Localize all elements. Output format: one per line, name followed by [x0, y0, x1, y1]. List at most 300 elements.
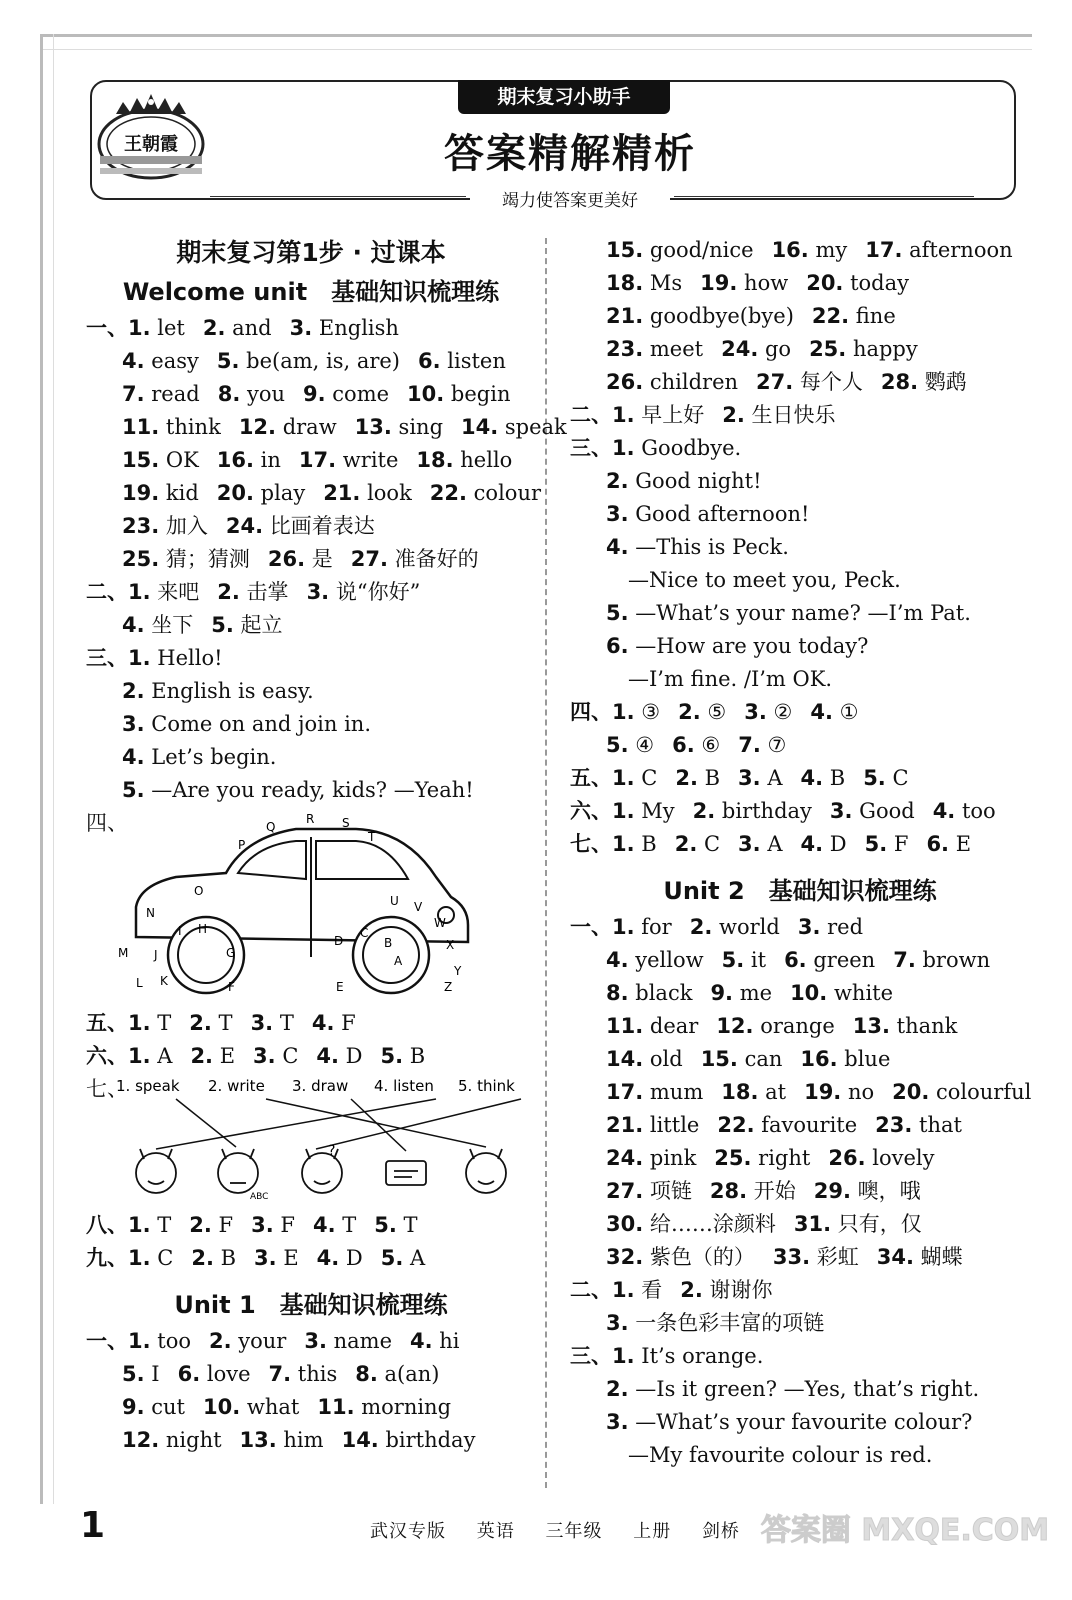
item-number: 25.: [122, 547, 160, 571]
answer-text: 生日快乐: [744, 403, 836, 427]
item-number: 二、: [86, 580, 128, 604]
answer-line: [570, 465, 1030, 498]
answer-text: right: [751, 1146, 811, 1170]
answer-text: E: [213, 1044, 236, 1068]
item-number: 31.: [793, 1212, 832, 1236]
answer-text: 紫色（的）: [643, 1245, 755, 1269]
item-number: 九、: [86, 1246, 128, 1270]
item-number: 六、: [570, 799, 612, 823]
answer-line: [86, 510, 536, 543]
item-number: 7.: [738, 733, 761, 757]
item-number: 13.: [354, 415, 392, 439]
match-word: 1. speak: [116, 1077, 180, 1095]
answer-text: T: [150, 1011, 172, 1035]
car-letter: E: [336, 980, 344, 994]
answer-line: [570, 234, 1030, 267]
item-number: 28.: [880, 370, 919, 394]
item-number: 5.: [606, 601, 629, 625]
answer-text: —Is it green? —Yes, that’s right.: [628, 1377, 980, 1401]
unit2-title: Unit 2 基础知识梳理练: [663, 877, 937, 905]
item-number: 一、: [86, 1329, 128, 1353]
item-number: 14.: [341, 1428, 379, 1452]
item-number: 7.: [268, 1362, 292, 1386]
answer-text: Let’s begin.: [144, 745, 277, 769]
item-number: 2.: [675, 766, 698, 790]
header-slogan: 竭力使答案更美好: [470, 186, 670, 211]
answer-text: no: [841, 1080, 875, 1104]
car-letter: B: [384, 936, 393, 950]
answer-text: you: [240, 382, 286, 406]
answer-text: how: [737, 271, 789, 295]
item-number: 2.: [189, 1011, 212, 1035]
answer-text: speak: [498, 415, 567, 439]
answer-line: [570, 1274, 1030, 1307]
answer-text: 来吧: [150, 580, 200, 604]
item-number: 二、: [570, 1278, 612, 1302]
answer-text: English is easy.: [144, 679, 314, 703]
answer-text: 给……涂颜料: [643, 1212, 776, 1236]
item-number: 14.: [606, 1047, 644, 1071]
item-number: 5.: [380, 1246, 404, 1270]
item-number: 24.: [721, 337, 759, 361]
item-number: 16.: [800, 1047, 838, 1071]
answer-text: too: [150, 1329, 191, 1353]
match-word: 5. think: [458, 1077, 515, 1095]
unit2-answers: [570, 911, 1030, 1472]
welcome-part-6: [86, 1040, 536, 1073]
answer-line: [86, 312, 536, 345]
answer-text: that: [912, 1113, 962, 1137]
item-number: 4.: [932, 799, 956, 823]
item-number: 22.: [717, 1113, 755, 1137]
answer-text: —Are you ready, kids? —Yeah!: [144, 778, 474, 802]
welcome-part-2: [86, 576, 536, 642]
item-number: 三、: [570, 436, 612, 460]
item-number: 24.: [225, 514, 264, 538]
answer-text: thank: [890, 1014, 958, 1038]
item-number: 5.: [721, 948, 745, 972]
answer-text: orange: [753, 1014, 835, 1038]
answer-text: think: [159, 415, 221, 439]
item-number: 4.: [800, 832, 824, 856]
answer-text: 比画着表达: [263, 514, 375, 538]
edition-region: 武汉专版: [370, 1521, 446, 1542]
answer-text: mum: [643, 1080, 704, 1104]
car-letter: C: [360, 926, 369, 940]
answer-line: [86, 1325, 536, 1358]
car-letter: V: [414, 900, 423, 914]
item-number: 3.: [797, 915, 821, 939]
item-number: 4.: [410, 1329, 433, 1353]
answer-text: D: [338, 1044, 363, 1068]
answer-text: 击掌: [239, 580, 289, 604]
car-letter: N: [146, 906, 155, 920]
item-number: 23.: [122, 514, 160, 538]
answer-text: ⑥: [694, 733, 721, 757]
item-number: 18.: [416, 448, 454, 472]
answer-text: Come on and join in.: [144, 712, 371, 736]
answer-text: F: [887, 832, 909, 856]
item-number: 2.: [217, 580, 240, 604]
answer-text: Good night!: [628, 469, 762, 493]
item-number: 1.: [612, 1344, 635, 1368]
item-number: 1.: [612, 436, 635, 460]
edition-term: 上册: [633, 1521, 672, 1542]
answer-text: begin: [444, 382, 511, 406]
answer-text: red: [820, 915, 864, 939]
answer-text: hi: [432, 1329, 460, 1353]
item-number: 八、: [86, 1213, 128, 1237]
item-number: 4.: [316, 1246, 340, 1270]
item-number: 4.: [316, 1044, 339, 1068]
answer-line: [570, 977, 1030, 1010]
car-letter: P: [238, 838, 246, 852]
answer-text: this: [291, 1362, 338, 1386]
answer-text: lovely: [865, 1146, 935, 1170]
item-number: 15.: [700, 1047, 738, 1071]
item-number: 五、: [570, 766, 612, 790]
item-number: 15.: [122, 448, 160, 472]
answer-line: [570, 498, 1030, 531]
car-letter: Z: [444, 980, 453, 994]
item-number: 9.: [710, 981, 734, 1005]
answer-line: [570, 1406, 1030, 1439]
answer-text: good/nice: [643, 238, 754, 262]
answer-line: [570, 795, 1030, 828]
answer-text: kid: [159, 481, 199, 505]
item-number: 11.: [122, 415, 160, 439]
answer-text: play: [253, 481, 306, 505]
answer-line: [570, 366, 1030, 399]
answer-text: favourite: [754, 1113, 858, 1137]
answer-text: happy: [846, 337, 918, 361]
answer-text: and: [225, 316, 272, 340]
answer-text: 猜；猜测: [159, 547, 250, 571]
answer-text: C: [885, 766, 909, 790]
item-number: 五、: [86, 1011, 128, 1035]
item-number: 10.: [407, 382, 445, 406]
answer-line: [570, 1109, 1030, 1142]
car-letter: W: [434, 916, 446, 930]
answer-line: [86, 477, 542, 510]
item-number: 1.: [612, 832, 635, 856]
edition-grade: 三年级: [545, 1521, 603, 1542]
left-column: [86, 234, 567, 1457]
answer-text: T: [273, 1011, 294, 1035]
answer-text: 每个人: [793, 370, 863, 394]
edition-info: [370, 1517, 764, 1543]
match-words: [116, 1077, 515, 1095]
answer-text: ③: [634, 700, 661, 724]
answer-text: easy: [144, 349, 199, 373]
answer-text: E: [276, 1246, 299, 1270]
car-letter: J: [154, 948, 158, 962]
answer-text: D: [339, 1246, 363, 1270]
item-number: 20.: [892, 1080, 930, 1104]
answer-text: yellow: [628, 948, 704, 972]
answer-text: ⑦: [760, 733, 787, 757]
answer-text: C: [697, 832, 721, 856]
answer-line: [86, 1424, 536, 1457]
item-number: 22.: [429, 481, 467, 505]
answer-text: T: [211, 1011, 233, 1035]
item-number: 8.: [217, 382, 241, 406]
answer-line: [570, 1307, 1030, 1340]
item-number: 23.: [875, 1113, 913, 1137]
answer-line: [570, 564, 1030, 597]
item-number: 3.: [253, 1044, 276, 1068]
item-number: 21.: [606, 304, 644, 328]
item-number: 6.: [606, 634, 629, 658]
item-number: 3.: [122, 712, 145, 736]
item-number: 17.: [298, 448, 337, 472]
item-number: 1.: [128, 1213, 151, 1237]
item-number: 3.: [289, 316, 313, 340]
answer-text: birthday: [715, 799, 812, 823]
answer-line: [570, 300, 1030, 333]
answer-line: [86, 1391, 536, 1424]
car-letter: X: [446, 938, 455, 952]
answer-line: [570, 1175, 1030, 1208]
answer-text: F: [211, 1213, 234, 1237]
match-word: 3. draw: [292, 1077, 349, 1095]
item-number: 3.: [606, 502, 629, 526]
item-number: 5.: [380, 1044, 404, 1068]
unit1-continued: [570, 234, 1030, 861]
item-number: 七、: [570, 832, 612, 856]
item-number: 2.: [209, 1329, 232, 1353]
answer-text: him: [276, 1428, 324, 1452]
car-letter: Y: [454, 964, 462, 978]
answer-text: OK: [159, 448, 199, 472]
answer-text: C: [634, 766, 658, 790]
item-number: 六、: [86, 1044, 128, 1068]
answer-line: [570, 828, 1030, 861]
answer-text: A: [760, 832, 783, 856]
unit1-title: Unit 1 基础知识梳理练: [174, 1291, 448, 1319]
item-number: 1.: [128, 580, 151, 604]
answer-text: go: [758, 337, 792, 361]
welcome-part-3: [86, 642, 536, 807]
answer-text: It’s orange.: [634, 1344, 764, 1368]
svg-text:?: ?: [328, 1143, 336, 1159]
item-number: 3.: [306, 580, 330, 604]
answer-text: I: [144, 1362, 160, 1386]
answer-line: [86, 345, 536, 378]
item-number: 21.: [323, 481, 361, 505]
answer-text: —What’s your name? —I’m Pat.: [628, 601, 971, 625]
answer-text: listen: [440, 349, 506, 373]
item-number: 一、: [86, 316, 128, 340]
answer-line: [86, 675, 536, 708]
answer-text: come: [325, 382, 390, 406]
answer-text: 项链: [643, 1179, 692, 1203]
car-letter: F: [228, 980, 235, 994]
item-number: 1.: [128, 1329, 151, 1353]
answer-line: [86, 411, 567, 444]
answer-text: 蝴蝶: [913, 1245, 963, 1269]
answer-text: Ms: [643, 271, 683, 295]
answer-text: D: [823, 832, 847, 856]
car-letter: H: [198, 922, 208, 936]
item-number: 3.: [304, 1329, 327, 1353]
answer-text: your: [231, 1329, 287, 1353]
answer-text: B: [697, 766, 721, 790]
answer-text: green: [806, 948, 876, 972]
answer-text: —How are you today?: [628, 634, 869, 658]
item-number: 26.: [606, 370, 644, 394]
right-column: [570, 234, 1030, 1472]
answer-text: cut: [144, 1395, 185, 1419]
answer-text: goodbye(bye): [643, 304, 794, 328]
answer-text: 是: [305, 547, 333, 571]
answer-line: [86, 609, 536, 642]
answer-line: [86, 708, 536, 741]
answer-line: [570, 1439, 1030, 1472]
item-number: 二、: [570, 403, 612, 427]
item-number: 11.: [606, 1014, 644, 1038]
item-number: 三、: [86, 646, 128, 670]
item-number: 3.: [738, 832, 761, 856]
answer-text: draw: [276, 415, 337, 439]
answer-text: a(an): [377, 1362, 440, 1386]
answer-text: 彩虹: [810, 1245, 859, 1269]
answer-text: morning: [354, 1395, 452, 1419]
item-number: 17.: [606, 1080, 644, 1104]
answer-text: my: [808, 238, 848, 262]
answer-text: night: [159, 1428, 222, 1452]
welcome-part-9: [86, 1242, 536, 1275]
answer-text: 一条色彩丰富的项链: [628, 1311, 825, 1335]
answer-line: [570, 399, 1030, 432]
item-number: 一、: [570, 915, 612, 939]
answer-text: in: [254, 448, 281, 472]
answer-text: let: [150, 316, 185, 340]
answer-line: [570, 531, 1030, 564]
answer-text: 坐下: [144, 613, 194, 637]
item-number: 3.: [606, 1410, 629, 1434]
answer-text: 鹦鹉: [918, 370, 967, 394]
item-number: 6.: [418, 349, 441, 373]
car-letter: S: [342, 816, 350, 830]
answer-line: [86, 642, 536, 675]
item-number: 5.: [122, 778, 145, 802]
item-number: 4.: [606, 535, 629, 559]
answer-text: colourful: [929, 1080, 1032, 1104]
answer-line: [570, 333, 1030, 366]
item-number: 16.: [216, 448, 254, 472]
page-top-frame: [40, 34, 1032, 50]
item-number: 4.: [122, 613, 145, 637]
match-word: 4. listen: [374, 1077, 434, 1095]
page-number: 1: [80, 1505, 106, 1546]
answer-text: ②: [766, 700, 793, 724]
item-number: 32.: [606, 1245, 644, 1269]
answer-text: Goodbye.: [634, 436, 742, 460]
answer-line: [86, 741, 536, 774]
item-number: 5.: [211, 613, 234, 637]
answer-text: hello: [453, 448, 513, 472]
item-number: 1.: [612, 766, 635, 790]
item-number: 1.: [128, 1044, 151, 1068]
answer-text: 只有，仅: [831, 1212, 922, 1236]
answer-text: 噢，哦: [850, 1179, 921, 1203]
item-number: 6.: [672, 733, 695, 757]
answer-text: brown: [915, 948, 991, 972]
answer-text: E: [949, 832, 972, 856]
matching-exercise: [86, 1073, 536, 1209]
page-left-frame: [40, 34, 54, 1504]
answer-text: —My favourite colour is red.: [628, 1443, 933, 1467]
answer-text: B: [823, 766, 846, 790]
answer-text: be(am, is, are): [239, 349, 400, 373]
item-number: 17.: [865, 238, 903, 262]
answer-line: [570, 1241, 1030, 1274]
item-number: 3.: [250, 1011, 274, 1035]
answer-text: —Nice to meet you, Peck.: [628, 568, 901, 592]
answer-text: Good: [852, 799, 915, 823]
item-number: 2.: [606, 469, 629, 493]
answer-line: [570, 1208, 1030, 1241]
item-number: 1.: [612, 700, 635, 724]
slogan-rule-left: [210, 196, 466, 197]
item-number: 3.: [251, 1213, 274, 1237]
item-number: 2.: [678, 700, 701, 724]
item-number: 25.: [714, 1146, 752, 1170]
item-number: 4.: [122, 745, 145, 769]
brand-logo: [96, 86, 206, 190]
edition-publisher: 剑桥: [701, 1521, 740, 1542]
answer-text: B: [213, 1246, 237, 1270]
edition-subject: 英语: [476, 1521, 515, 1542]
item-number: 2.: [191, 1246, 214, 1270]
answer-text: —What’s your favourite colour?: [628, 1410, 973, 1434]
answer-line: [570, 630, 1030, 663]
answer-line: [86, 543, 536, 576]
item-number: 19.: [804, 1080, 842, 1104]
item-number: 3.: [829, 799, 853, 823]
item-number: 19.: [700, 271, 738, 295]
answer-text: children: [643, 370, 739, 394]
welcome-part-8: [86, 1209, 536, 1242]
answer-text: what: [240, 1395, 300, 1419]
matching-drawing: [116, 1073, 526, 1209]
item-number: 22.: [811, 304, 850, 328]
item-number: 13.: [239, 1428, 277, 1452]
answer-text: meet: [643, 337, 704, 361]
item-number: 26.: [267, 547, 306, 571]
car-letter: K: [160, 974, 168, 988]
item-number: 2.: [606, 1377, 629, 1401]
item-number: 27.: [606, 1179, 644, 1203]
answer-text: little: [643, 1113, 700, 1137]
item-number: 34.: [876, 1245, 914, 1269]
car-letter: I: [178, 924, 182, 938]
item-number: 4.: [311, 1011, 335, 1035]
welcome-unit-title: Welcome unit 基础知识梳理练: [122, 278, 500, 306]
answer-line: [86, 1358, 536, 1391]
item-number: 21.: [606, 1113, 644, 1137]
item-number: 2.: [680, 1278, 703, 1302]
answer-line: [570, 1076, 1030, 1109]
answer-text: —I’m fine. /I’m OK.: [628, 667, 833, 691]
answer-line: [86, 1242, 536, 1275]
answer-line: [86, 1040, 536, 1073]
header-tab: 期末复习小助手: [458, 80, 670, 114]
answer-text: T: [396, 1213, 418, 1237]
match-word: 2. write: [208, 1077, 265, 1095]
answer-text: white: [827, 981, 894, 1005]
